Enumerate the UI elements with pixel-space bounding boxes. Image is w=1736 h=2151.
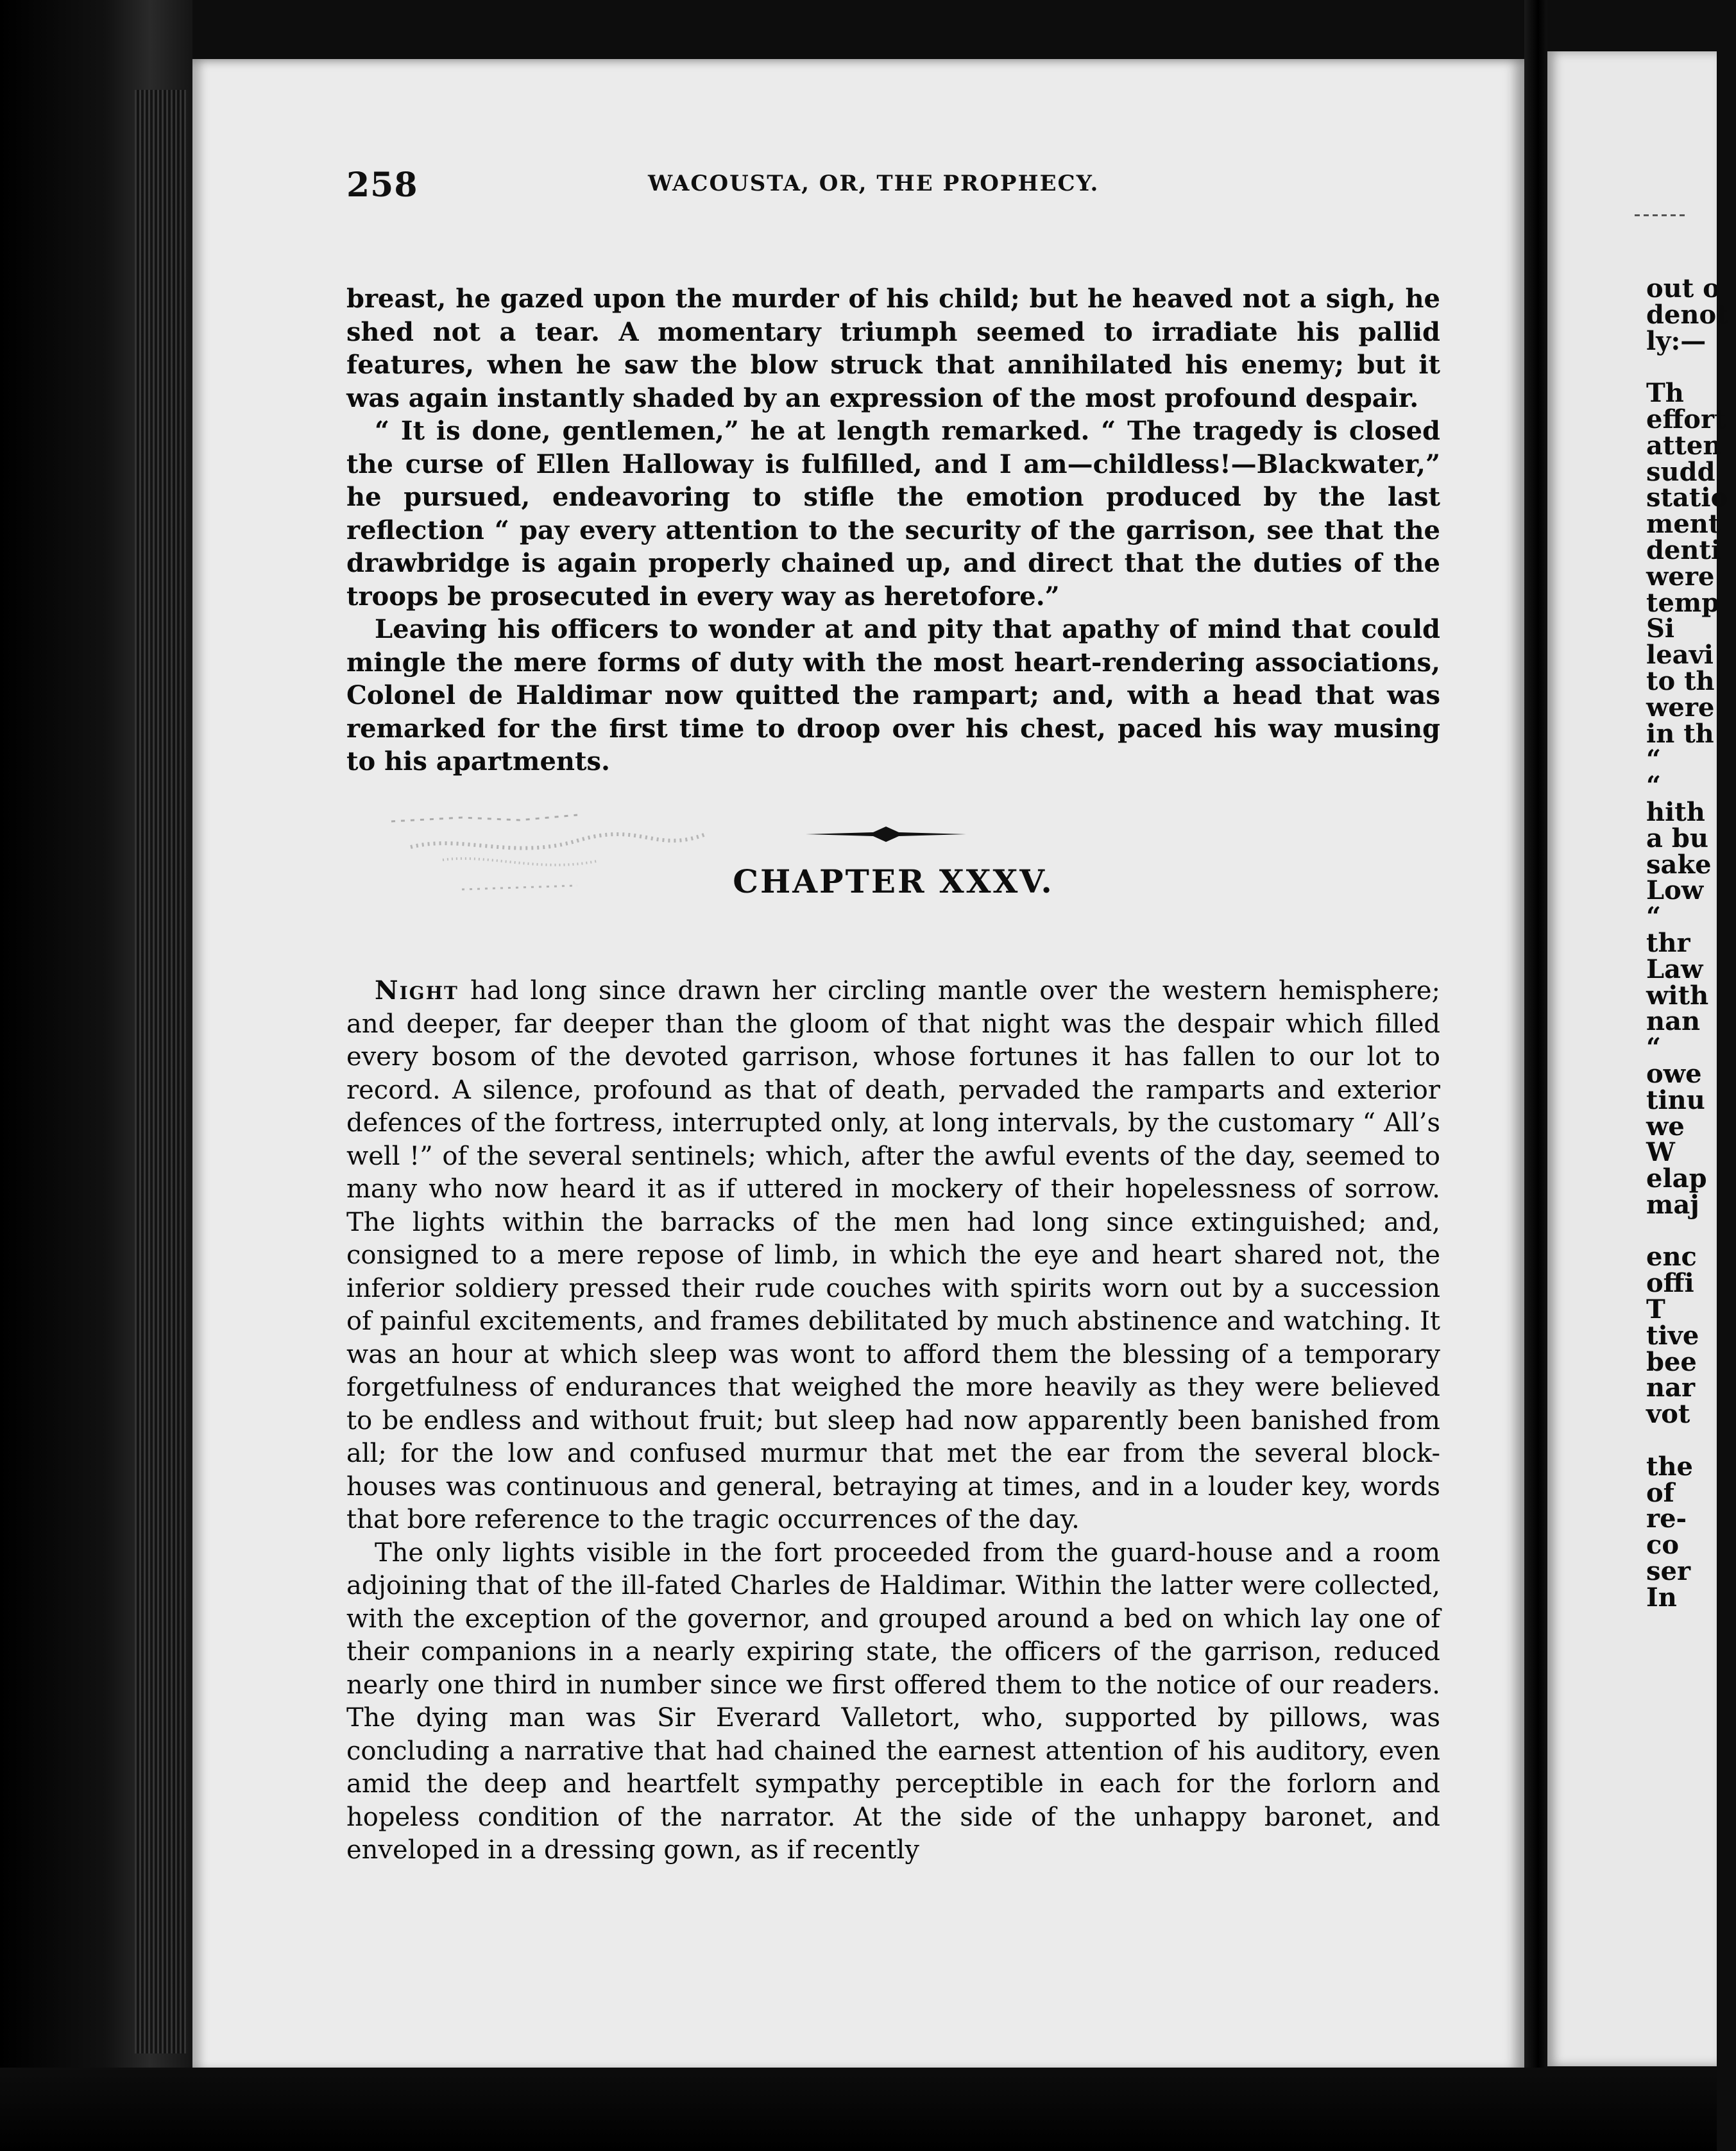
facing-page-line: In (1646, 1582, 1677, 1613)
facing-page-line: elap (1646, 1163, 1707, 1194)
facing-page-line: effort (1646, 404, 1726, 434)
facing-page-line: a bu (1646, 823, 1708, 853)
facing-page-line: maj (1646, 1189, 1699, 1220)
paragraph: breast, he gazed upon the murder of his child; but he heaved not a sigh, he shed not a tear. A momentary triumph seemed to irradiate his pallid features, when he saw the blow struck that annihilated his enemy; but it was again instantly shaded by an expression of the most profound despair. (346, 284, 1440, 413)
facing-page-line: “ (1646, 771, 1662, 801)
facing-page-line: statio (1646, 483, 1728, 513)
paragraph-text: had long since drawn her circling mantle over the western hemisphere; and deeper, far deeper than the gloom of that night was the despair which filled every bosom of the devoted garrison, whose fortunes it has fallen to our lot to record. A silence, profound as that of death, pervaded the ramparts and exterior defences of the fortress, interrupted only, at long intervals, by the customary “ All’s well !” of the several sentinels; which, after the awful events of the day, seemed to many who now heard it as if uttered in mockery of their hopelessness of sorrow. The lights within the barracks of the men had long since extinguished; and, consigned to a mere repose of limb, in which the eye and heart shared not, the inferior soldiery pressed their rude couches with spirits worn out by a succession of painful excitements, and frames debilitated by much abstinence and watching. It was an hour at which sleep was wont to afford them the blessing of a temporary forgetfulness of endurances that weighed the more heavily as they were believed to be endless and without fruit; but sleep had now apparently been banished from all; for the low and confused murmur that met the ear from the several block-houses was continuous and general, betraying at times, and in a louder key, words that bore reference to the tragic occurrences of the day. (346, 976, 1440, 1534)
facing-page-line: out o (1646, 273, 1720, 304)
facing-page-line: of (1646, 1477, 1674, 1508)
opening-word: Night (375, 975, 459, 1006)
facing-page-line: co (1646, 1530, 1680, 1561)
bottom-shadow (0, 2068, 1717, 2151)
facing-page-line: Law (1646, 954, 1703, 984)
paragraph: “ It is done, gentlemen,” he at length remarked. “ The tragedy is closed the curse of Ellen Halloway is fulfilled, and I am—childless!—Blackwater,” he pursued, endeavoring to stifle the emotion produced by the last reflection “ pay every attention to the security of the garrison, see that the drawbridge is again properly chained up, and direct that the duties of the troops be prosecuted in every way as heretofore.” (346, 416, 1440, 612)
book-gutter (1524, 0, 1547, 2151)
facing-page-line: Si (1646, 613, 1675, 644)
facing-page-line: owe (1646, 1058, 1702, 1089)
facing-page-line: temp (1646, 587, 1720, 618)
facing-page-line: re- (1646, 1504, 1687, 1534)
facing-page-line: enc (1646, 1242, 1697, 1273)
facing-page-line: ser (1646, 1556, 1691, 1587)
paragraph: The only lights visible in the fort proceeded from the guard-house and a room adjoining that of the ill-fated Charles de Haldimar. Within the latter were collected, with the exception of the governor, and grouped around a bed on which lay one of their companions in a nearly expiring state, the officers of the garrison, reduced nearly one third in number since we first offered them to the notice of our readers. The dying man was Sir Everard Valletort, who, supported by pillows, was concluding a narrative that had chained the earnest attention of his auditory, even amid the deep and heartfelt sympathy perceptible in each for the forlorn and hopeless condition of the narrator. At the side of the unhappy baronet, and enveloped in a dressing gown, as if recently (346, 1538, 1440, 1865)
facing-page-line: tinu (1646, 1084, 1705, 1115)
facing-page-line: with (1646, 980, 1709, 1011)
chapter-heading: CHAPTER XXXV. (733, 862, 1054, 900)
facing-page-line: we (1646, 1111, 1685, 1142)
facing-page-line: to th (1646, 665, 1715, 696)
running-title: WACOUSTA, OR, THE PROPHECY. (648, 171, 1100, 196)
paragraph: Leaving his officers to wonder at and pity that apathy of mind that could mingle the mere forms of duty with the most heart-rendering associations, Colonel de Haldimar now quitted the rampart; and, with a head that was remarked for the first time to droop over his chest, paced his way musing to his apartments. (346, 614, 1440, 776)
chapter-divider-ornament (806, 825, 966, 843)
facing-page-text-fragments (1646, 273, 1736, 1613)
facing-page-line: offi (1646, 1268, 1694, 1299)
facing-page-line: tive (1646, 1320, 1699, 1351)
facing-page-line: in th (1646, 718, 1714, 749)
facing-page-line (1646, 1219, 1736, 1245)
facing-page-line: Th (1646, 378, 1684, 409)
facing-page-line: “ (1646, 744, 1662, 775)
facing-page-line: were (1646, 692, 1715, 723)
facing-page-line: atten (1646, 430, 1722, 461)
chapter-ending-text (346, 282, 1440, 778)
facing-page-line: nan (1646, 1006, 1701, 1037)
facing-page-line: denti (1646, 535, 1721, 565)
facing-page-line: leavi (1646, 640, 1714, 671)
page-header (346, 166, 1437, 210)
paragraph (346, 974, 1440, 1537)
facing-page-line: bee (1646, 1346, 1697, 1377)
facing-page-line: W (1646, 1137, 1675, 1168)
chapter-body-text (346, 974, 1440, 1867)
facing-page-line: ment (1646, 509, 1721, 540)
facing-page-line: nar (1646, 1373, 1696, 1403)
facing-page-rule (1635, 214, 1686, 216)
facing-page-line: hith (1646, 796, 1705, 827)
facing-page-line: T (1646, 1294, 1665, 1325)
facing-page-line: sake (1646, 849, 1712, 880)
facing-page-line: were (1646, 561, 1715, 592)
facing-page-line: the (1646, 1451, 1694, 1482)
facing-page-line: Low (1646, 875, 1704, 906)
facing-page-line: vot (1646, 1399, 1690, 1430)
facing-page-line (1646, 1428, 1736, 1454)
facing-page-line: denot (1646, 299, 1728, 330)
facing-page-line: thr (1646, 927, 1690, 958)
facing-page-line: “ (1646, 902, 1662, 932)
facing-page-line: sudd (1646, 456, 1715, 487)
facing-page-line: ly:— (1646, 325, 1706, 356)
page-stack-edges (135, 90, 186, 2053)
facing-page-line (1646, 354, 1736, 381)
page-number: 258 (346, 166, 418, 205)
facing-page-line: “ (1646, 1033, 1662, 1063)
